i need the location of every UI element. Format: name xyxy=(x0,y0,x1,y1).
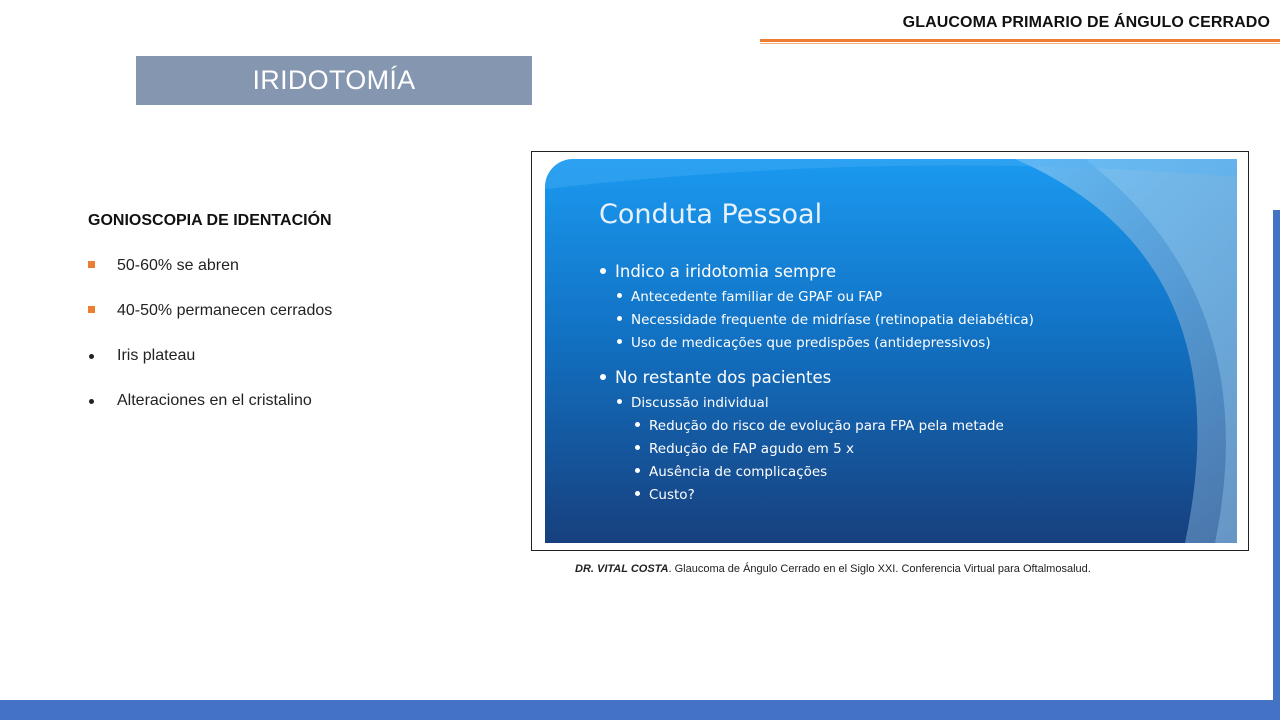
bullet-icon xyxy=(617,316,622,321)
embedded-list-item xyxy=(635,464,827,480)
bullet-icon xyxy=(635,422,640,427)
header-rule xyxy=(760,39,1280,42)
list-item xyxy=(88,346,332,391)
bullet-icon xyxy=(600,374,606,380)
bullet-icon xyxy=(600,268,606,274)
bullet-icon xyxy=(635,445,640,450)
bullet-list xyxy=(88,256,332,436)
list-item-text: Iris plateau xyxy=(117,347,196,364)
slide-title: IRIDOTOMÍA xyxy=(252,65,416,95)
embedded-list-item-text: Discussão individual xyxy=(631,395,769,411)
embedded-list-item xyxy=(617,289,882,305)
square-bullet-icon xyxy=(88,261,95,268)
right-accent-bar xyxy=(1273,210,1280,700)
list-item xyxy=(88,301,332,346)
bullet-icon xyxy=(635,491,640,496)
list-item-text: 40-50% permanecen cerrados xyxy=(117,302,333,319)
bottom-accent-bar xyxy=(0,700,1280,720)
header-title: GLAUCOMA PRIMARIO DE ÁNGULO CERRADO xyxy=(902,14,1270,31)
list-item xyxy=(88,256,332,301)
embedded-list-item-text: Necessidade frequente de midríase (retinopatia deiabética) xyxy=(631,312,1034,328)
embedded-list-item xyxy=(635,418,1004,434)
bullet-icon xyxy=(617,399,622,404)
list-item-text: 50-60% se abren xyxy=(117,257,239,274)
embedded-list-item xyxy=(617,395,769,411)
embedded-list-item-text: Indico a iridotomia sempre xyxy=(615,262,837,281)
dot-bullet-icon xyxy=(89,399,94,404)
bullet-icon xyxy=(617,293,622,298)
dot-bullet-icon xyxy=(89,354,94,359)
list-item xyxy=(88,391,332,436)
section-heading: GONIOSCOPIA DE IDENTACIÓN xyxy=(88,212,332,229)
header-rule-light xyxy=(760,43,1280,44)
bullet-icon xyxy=(635,468,640,473)
embedded-slide-title: Conduta Pessoal xyxy=(599,199,823,230)
embedded-list-item xyxy=(617,335,991,351)
embedded-list-item-text: Ausência de complicações xyxy=(649,464,828,480)
caption-author: DR. VITAL COSTA xyxy=(575,563,669,575)
bullet-icon xyxy=(617,339,622,344)
embedded-list-item xyxy=(600,262,836,281)
embedded-slide-frame xyxy=(531,151,1249,551)
image-caption xyxy=(575,563,1091,575)
embedded-list-item xyxy=(635,441,854,457)
list-item-text: Alteraciones en el cristalino xyxy=(117,392,312,409)
square-bullet-icon xyxy=(88,306,95,313)
embedded-list-item xyxy=(600,368,831,387)
embedded-list-item-text: Uso de medicações que predispões (antidepressivos) xyxy=(631,335,991,351)
slide-title-box xyxy=(136,56,532,105)
embedded-list-item xyxy=(635,487,695,503)
embedded-list-item-text: No restante dos pacientes xyxy=(615,368,832,387)
caption-text: . Glaucoma de Ángulo Cerrado en el Siglo XXI. Conferencia Virtual para Oftalmosalud. xyxy=(668,563,1091,575)
embedded-list-item-text: Custo? xyxy=(649,487,695,503)
embedded-slide xyxy=(545,159,1237,543)
embedded-list-item-text: Antecedente familiar de GPAF ou FAP xyxy=(631,289,883,305)
embedded-list-item-text: Redução de FAP agudo em 5 x xyxy=(649,441,854,457)
embedded-list-item xyxy=(617,312,1034,328)
embedded-list-item-text: Redução do risco de evolução para FPA pela metade xyxy=(649,418,1004,434)
